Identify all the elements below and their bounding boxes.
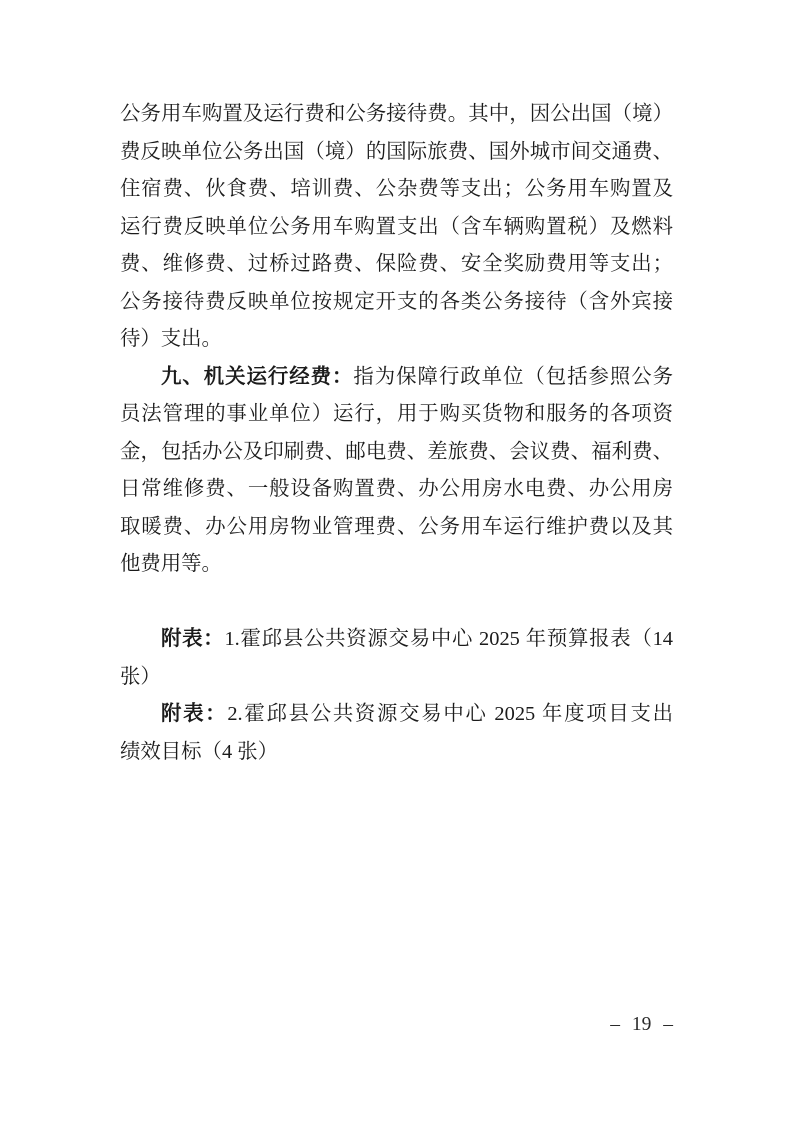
paragraph-attachment-2 (120, 696, 673, 771)
text-line: 费、维修费、过桥过路费、保险费、安全奖励费用等支出； (120, 253, 673, 275)
text-line: 张） (120, 665, 161, 688)
text-line: 费反映单位公务出国（境）的国际旅费、国外城市间交通费、 (120, 140, 673, 163)
text-line: 附表：2.霍邱县公共资源交易中心 2025 年度项目支出 (161, 703, 673, 725)
paragraph-sangong-expenses (120, 96, 673, 359)
paragraph-attachment-1 (120, 621, 673, 696)
bold-heading-text: 附表： (161, 628, 225, 650)
text-line: 待）支出。 (120, 328, 222, 350)
bold-heading-text: 九、机关运行经费： (161, 365, 354, 388)
text-line: 九、机关运行经费：指为保障行政单位（包括参照公务 (161, 365, 674, 388)
text-line: 金，包括办公及印刷费、邮电费、差旅费、会议费、福利费、 (120, 440, 673, 463)
document-body (120, 96, 673, 771)
text-line: 公务接待费反映单位按规定开支的各类公务接待（含外宾接 (120, 290, 673, 313)
text-line: 取暖费、办公用房物业管理费、公务用车运行维护费以及其 (120, 515, 673, 538)
paragraph-agency-operating-funds (120, 359, 673, 584)
text-line: 他费用等。 (120, 553, 222, 575)
text-line: 公务用车购置及运行费和公务接待费。其中，因公出国（境） (120, 103, 673, 125)
text-line: 绩效目标（4 张） (120, 740, 279, 763)
page-number: – 19 – (610, 1014, 673, 1035)
text-line: 日常维修费、一般设备购置费、办公用房水电费、办公用房 (120, 478, 673, 500)
text-line: 附表：1.霍邱县公共资源交易中心 2025 年预算报表（14 (161, 628, 673, 650)
bold-heading-text: 附表： (161, 703, 228, 725)
text-line: 员法管理的事业单位）运行，用于购买货物和服务的各项资 (120, 403, 673, 425)
text-line: 运行费反映单位公务用车购置支出（含车辆购置税）及燃料 (120, 215, 673, 238)
text-line: 住宿费、伙食费、培训费、公杂费等支出；公务用车购置及 (120, 178, 673, 200)
